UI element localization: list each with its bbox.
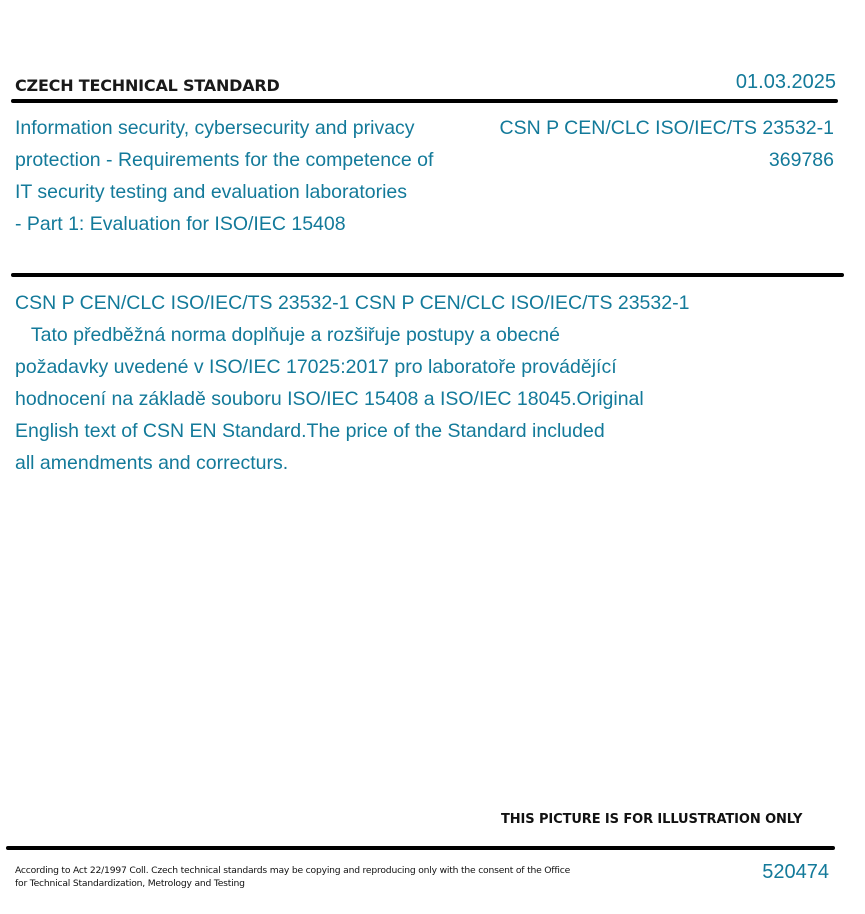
- legal-line: for Technical Standardization, Metrology and Testing: [15, 878, 245, 889]
- header-divider: [11, 99, 838, 103]
- description-line: English text of CSN EN Standard.The price of the Standard included: [15, 420, 605, 442]
- title-line: protection - Requirements for the competence of: [15, 149, 434, 171]
- legal-notice: [15, 864, 570, 890]
- footer-code: 520474: [762, 861, 829, 883]
- description-line: all amendments and correcturs.: [15, 452, 289, 474]
- legal-line: According to Act 22/1997 Coll. Czech technical standards may be copying and reproducing only with the consent of the Office: [15, 865, 571, 876]
- description-line: hodnocení na základě souboru ISO/IEC 15408 a ISO/IEC 18045.Original: [15, 388, 644, 410]
- title-line: - Part 1: Evaluation for ISO/IEC 15408: [15, 213, 346, 235]
- illustration-disclaimer: THIS PICTURE IS FOR ILLUSTRATION ONLY: [501, 812, 803, 827]
- footer-divider: [6, 846, 835, 850]
- description-line: Tato předběžná norma doplňuje a rozšiřuje postupy a obecné: [15, 324, 560, 346]
- catalog-number: 369786: [768, 149, 834, 171]
- title-divider: [11, 273, 844, 277]
- standard-designation: CSN P CEN/CLC ISO/IEC/TS 23532-1: [499, 117, 834, 139]
- title-line: Information security, cybersecurity and privacy: [15, 117, 415, 139]
- title-line: IT security testing and evaluation laboratories: [15, 181, 408, 203]
- publication-date: 01.03.2025: [735, 71, 836, 93]
- description-line: požadavky uvedené v ISO/IEC 17025:2017 pro laboratoře provádějící: [15, 356, 617, 378]
- document-type-label: CZECH TECHNICAL STANDARD: [15, 76, 280, 95]
- description-line: CSN P CEN/CLC ISO/IEC/TS 23532-1 CSN P CEN/CLC ISO/IEC/TS 23532-1: [15, 292, 690, 314]
